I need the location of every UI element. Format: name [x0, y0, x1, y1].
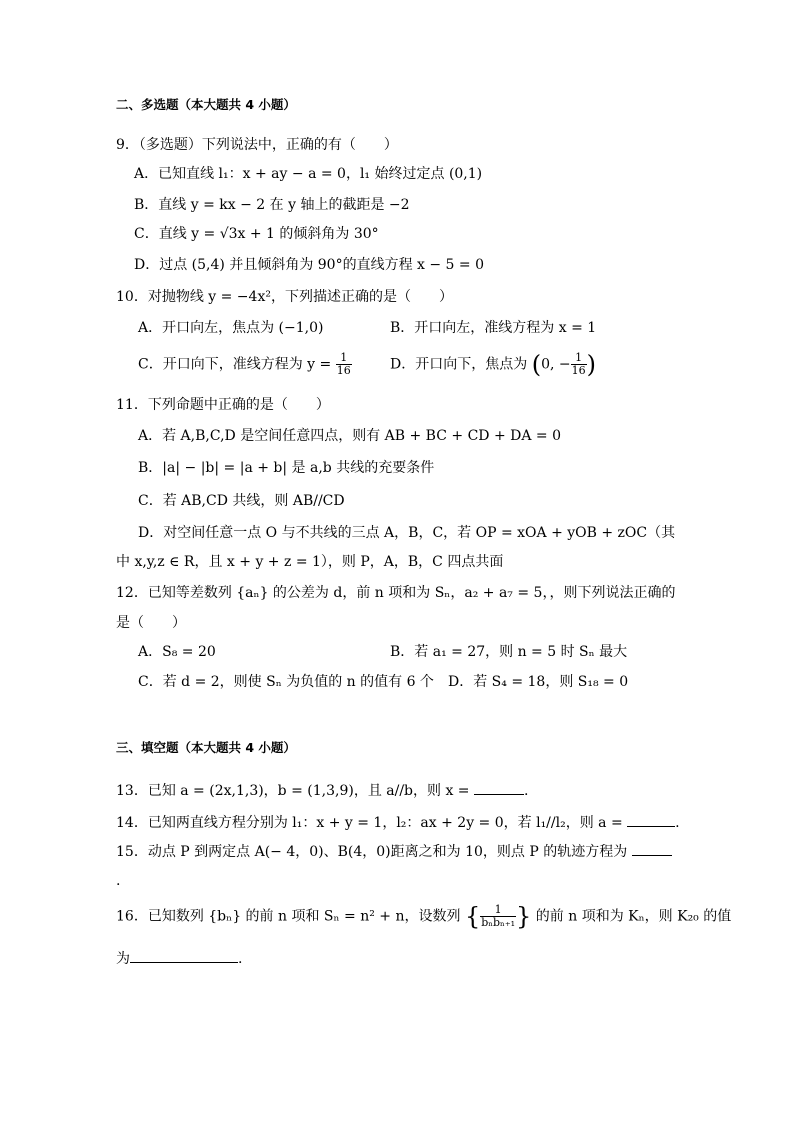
q13 — [116, 782, 528, 800]
q11-option-d-line2: 中 x,y,z ∈ R，且 x + y + z = 1），则 P，A，B，C 四点共面 — [116, 554, 504, 570]
q11-option-d-line1: D．对空间任意一点 O 与不共线的三点 A，B，C，若 OP = xOA + yOB + zOC（其 — [138, 525, 676, 541]
q10-option-b: B．开口向左，准线方程为 x = 1 — [390, 320, 597, 336]
q12-option-c: C．若 d = 2，则使 Sₙ 为负值的 n 的值有 6 个 — [138, 674, 434, 690]
q12-option-a: A．S₈ = 20 — [138, 644, 216, 660]
q10-option-c — [138, 352, 352, 377]
fraction-numerator: 1 — [336, 352, 352, 365]
q15-answer-blank[interactable] — [632, 854, 672, 856]
q11-option-b: B．|a| − |b| = |a + b| 是 a,b 共线的充要条件 — [138, 460, 435, 476]
q9-stem: 9．（多选题）下列说法中，正确的有（ ） — [116, 137, 398, 153]
q9-option-a: A．已知直线 l₁：x + ay − a = 0，l₁ 始终过定点 (0,1) — [134, 166, 483, 182]
q10-stem: 10．对抛物线 y = −4x²，下列描述正确的是（ ） — [116, 289, 453, 305]
fraction-denominator: bₙbₙ₊₁ — [481, 916, 516, 929]
q16-prefix: 16．已知数列 {bₙ} 的前 n 项和 Sₙ = n² + n，设数列 — [116, 908, 461, 925]
q12-stem-line1: 12．已知等差数列 {aₙ} 的公差为 d，前 n 项和为 Sₙ，a₂ + a₇ = 5，，则下列说法正确的 — [116, 585, 676, 601]
left-brace-icon: { — [464, 902, 481, 931]
q16-line1 — [116, 904, 731, 929]
q16-line2-text: 为 — [116, 951, 130, 967]
q10-option-c-fraction — [336, 352, 352, 377]
q13-end: . — [524, 783, 529, 799]
q16-suffix: 的前 n 项和为 Kₙ，则 K₂₀ 的值 — [535, 908, 732, 925]
q10-option-d-inner: 0, − — [541, 356, 571, 373]
right-paren-icon: ) — [586, 350, 596, 379]
q14-end: . — [675, 815, 680, 831]
q9-option-c: C．直线 y = √3x + 1 的倾斜角为 30° — [134, 226, 379, 242]
q9-option-b: B．直线 y = kx − 2 在 y 轴上的截距是 −2 — [134, 197, 410, 213]
left-paren-icon: ( — [531, 350, 542, 379]
q11-option-a: A．若 A,B,C,D 是空间任意四点，则有 AB + BC + CD + DA = 0 — [138, 428, 562, 444]
right-brace-icon: } — [516, 902, 532, 931]
q10-option-a: A．开口向左，焦点为 (−1,0) — [138, 320, 324, 336]
q15 — [116, 843, 672, 861]
section-title-fill-in: 三、填空题（本大题共 4 小题） — [116, 740, 296, 755]
q10-option-c-text: C．开口向下，准线方程为 y = — [138, 356, 332, 373]
q10-option-d — [390, 352, 596, 377]
fraction-denominator: 16 — [336, 364, 351, 377]
fraction-numerator: 1 — [480, 904, 516, 917]
q11-stem: 11．下列命题中正确的是（ ） — [116, 397, 330, 413]
q9-option-d: D．过点 (5,4) 并且倾斜角为 90°的直线方程 x − 5 = 0 — [134, 257, 484, 273]
q12-stem-line2: 是（ ） — [116, 615, 186, 631]
q16-line2 — [116, 950, 242, 968]
q11-option-c: C．若 AB,CD 共线，则 AB//CD — [138, 493, 345, 509]
q10-option-d-fraction — [571, 352, 587, 377]
q12-option-d: D．若 S₄ = 18，则 S₁₈ = 0 — [448, 674, 629, 690]
fraction-numerator: 1 — [571, 352, 587, 365]
q14-text: 14．已知两直线方程分别为 l₁：x + y = 1，l₂：ax + 2y = 0，若 l₁//l₂，则 a = — [116, 815, 623, 831]
q12-option-b: B．若 a₁ = 27，则 n = 5 时 Sₙ 最大 — [390, 644, 628, 660]
q13-answer-blank[interactable] — [474, 793, 524, 795]
q16-answer-blank[interactable] — [130, 961, 238, 963]
q15-text: 15．动点 P 到两定点 A(− 4，0)、B(4，0)距离之和为 10，则点 P 的轨迹方程为 — [116, 844, 628, 860]
q16-end: . — [238, 951, 243, 967]
q14-answer-blank[interactable] — [627, 825, 675, 827]
q14 — [116, 814, 680, 832]
q16-fraction — [480, 904, 516, 929]
fraction-denominator: 16 — [571, 364, 586, 377]
q15-end: . — [116, 873, 121, 889]
section-title-multiple-choice: 二、多选题（本大题共 4 小题） — [116, 97, 296, 112]
q10-option-d-text: D．开口向下，焦点为 — [390, 356, 528, 373]
q13-text: 13．已知 a = (2x,1,3)，b = (1,3,9)，且 a//b，则 x = — [116, 783, 470, 799]
